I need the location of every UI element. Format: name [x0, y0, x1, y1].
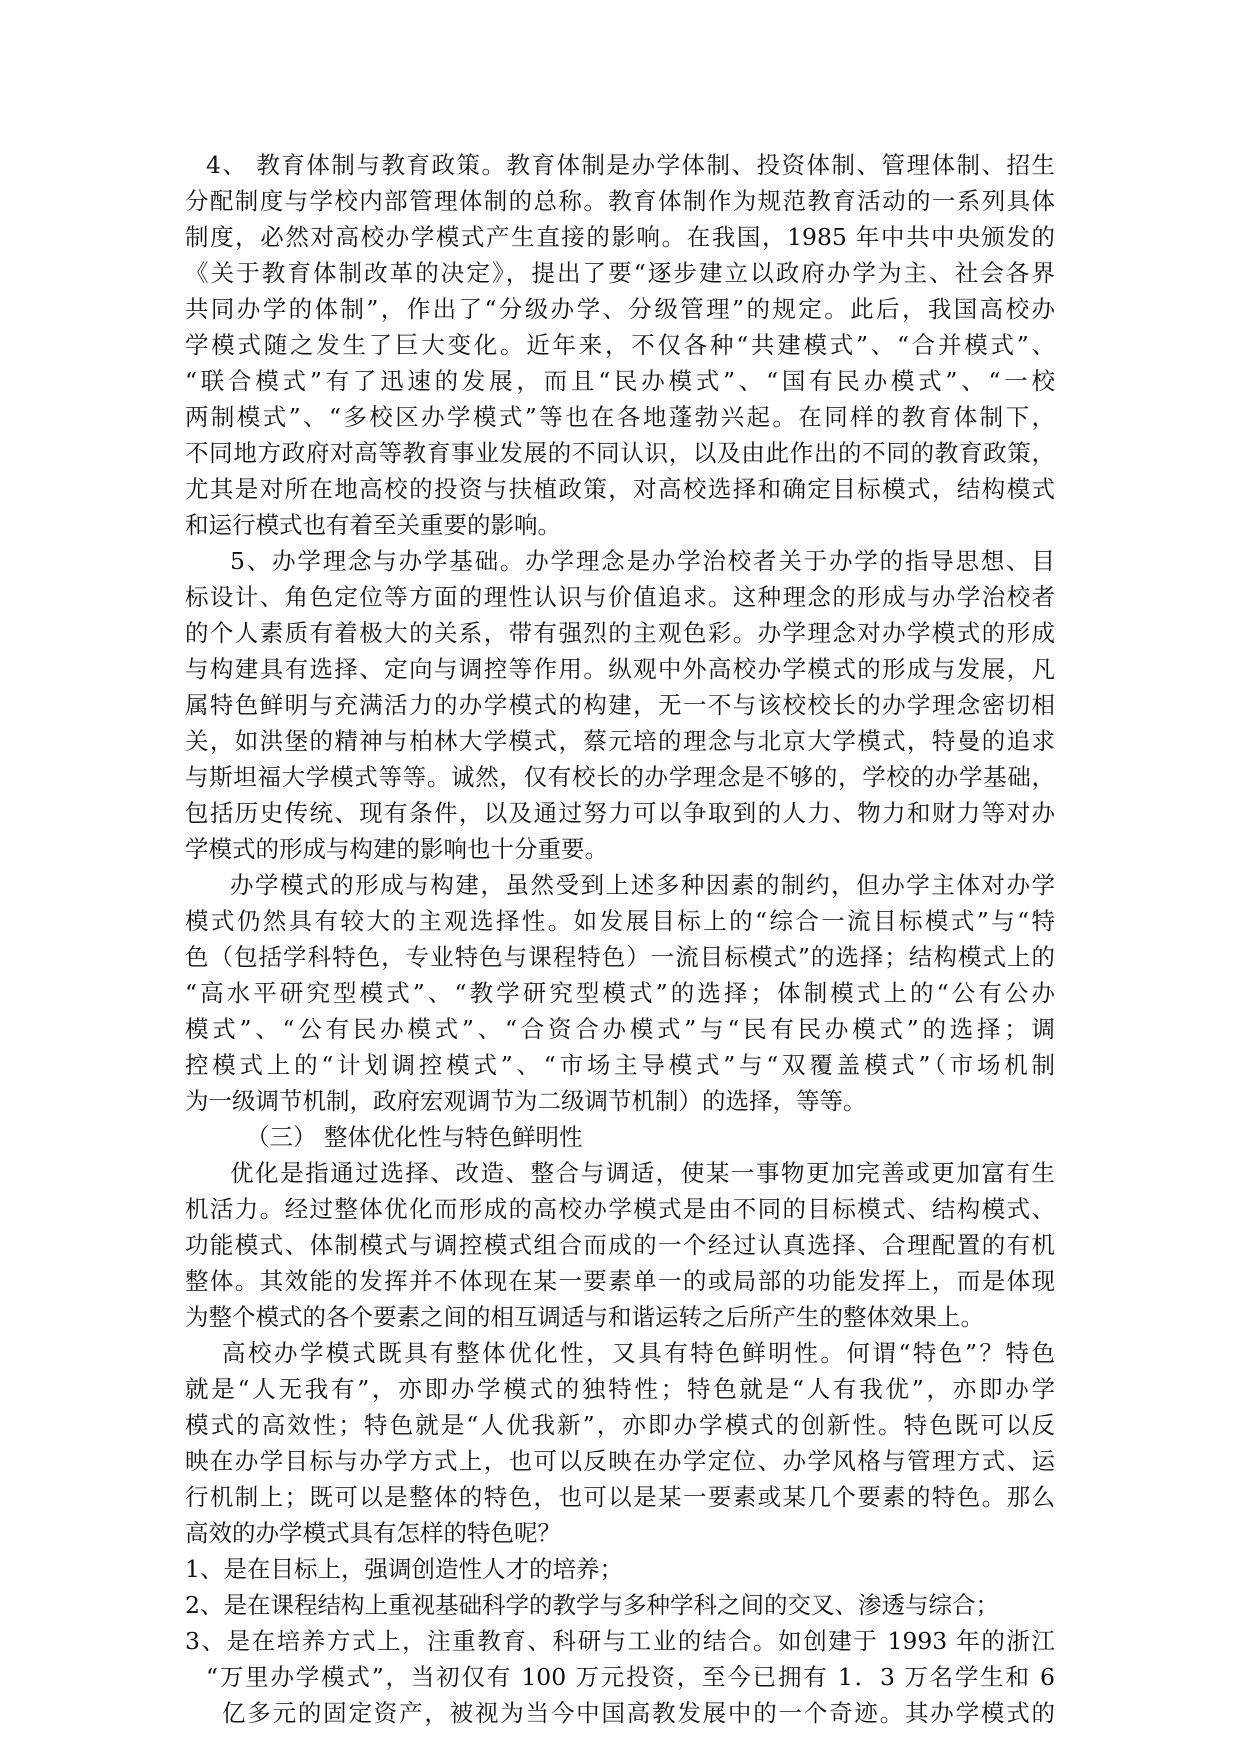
paragraph-line: 色（包括学科特色，专业特色与课程特色）一流目标模式”的选择；结构模式上的 [185, 943, 1055, 971]
paragraph-line: 两制模式”、“多校区办学模式”等也在各地蓬勃兴起。在同样的教育体制下， [185, 403, 1055, 431]
list-item: 2、是在课程结构上重视基础科学的教学与多种学科之间的交叉、渗透与综合； [185, 1591, 999, 1619]
paragraph-line: 机活力。经过整体优化而形成的高校办学模式是由不同的目标模式、结构模式、 [185, 1195, 1055, 1223]
paragraph-line: 4、 教育体制与教育政策。教育体制是办学体制、投资体制、管理体制、招生 [206, 151, 1055, 179]
list-item: 1、是在目标上，强调创造性人才的培养； [185, 1555, 623, 1583]
paragraph-line: 行机制上；既可以是整体的特色，也可以是某一要素或某几个要素的特色。那么 [185, 1483, 1055, 1511]
paragraph-line: 为一级调节机制，政府宏观调节为二级调节机制）的选择，等等。 [185, 1087, 867, 1115]
paragraph-line: 制度，必然对高校办学模式产生直接的影响。在我国，1985 年中共中央颁发的 [185, 223, 1055, 251]
paragraph-line: 共同办学的体制”，作出了“分级办学、分级管理”的规定。此后，我国高校办 [185, 295, 1055, 323]
paragraph-line: 属特色鲜明与充满活力的办学模式的构建，无一不与该校校长的办学理念密切相 [185, 691, 1055, 719]
paragraph-line: 办学模式的形成与构建，虽然受到上述多种因素的制约，但办学主体对办学 [230, 871, 1055, 899]
paragraph-line: 的个人素质有着极大的关系，带有强烈的主观色彩。办学理念对办学模式的形成 [185, 619, 1055, 647]
paragraph-line: 与斯坦福大学模式等等。诚然，仅有校长的办学理念是不够的，学校的办学基础， [185, 763, 1055, 791]
paragraph-line: 模式的高效性；特色就是“人优我新”，亦即办学模式的创新性。特色既可以反 [185, 1411, 1055, 1439]
paragraph-line: 亿多元的固定资产，被视为当今中国高教发展中的一个奇迹。其办学模式的 [222, 1699, 1055, 1727]
list-item: 3、是在培养方式上，注重教育、科研与工业的结合。如创建于 1993 年的浙江 [185, 1627, 1055, 1655]
paragraph-line: 优化是指通过选择、改造、整合与调适，使某一事物更加完善或更加富有生 [230, 1159, 1055, 1187]
paragraph-line: 映在办学目标与办学方式上，也可以反映在办学定位、办学风格与管理方式、运 [185, 1447, 1055, 1475]
paragraph-line: 不同地方政府对高等教育事业发展的不同认识，以及由此作出的不同的教育政策， [185, 439, 1055, 467]
paragraph-line: 功能模式、体制模式与调控模式组合而成的一个经过认真选择、合理配置的有机 [185, 1231, 1055, 1259]
paragraph-line: 模式仍然具有较大的主观选择性。如发展目标上的“综合一流目标模式”与“特 [185, 907, 1055, 935]
paragraph-line: 关，如洪堡的精神与柏林大学模式，蔡元培的理念与北京大学模式，特曼的追求 [185, 727, 1055, 755]
paragraph-line: 包括历史传统、现有条件，以及通过努力可以争取到的人力、物力和财力等对办 [185, 799, 1055, 827]
paragraph-line: “联合模式”有了迅速的发展，而且“民办模式”、“国有民办模式”、“一校 [185, 367, 1055, 395]
paragraph-line: 就是“人无我有”，亦即办学模式的独特性；特色就是“人有我优”，亦即办学 [185, 1375, 1055, 1403]
paragraph-line: 标设计、角色定位等方面的理性认识与价值追求。这种理念的形成与办学治校者 [185, 583, 1055, 611]
paragraph-line: 模式”、“公有民办模式”、“合资合办模式”与“民有民办模式”的选择；调 [185, 1015, 1055, 1043]
paragraph-line: 和运行模式也有着至关重要的影响。 [185, 511, 561, 539]
paragraph-line: 分配制度与学校内部管理体制的总称。教育体制作为规范教育活动的一系列具体 [185, 187, 1055, 215]
paragraph-line: 学模式随之发生了巨大变化。近年来，不仅各种“共建模式”、“合并模式”、 [185, 331, 1055, 359]
paragraph-line: 5、办学理念与办学基础。办学理念是办学治校者关于办学的指导思想、目 [230, 547, 1055, 575]
paragraph-line: 学模式的形成与构建的影响也十分重要。 [185, 835, 608, 863]
paragraph-line: 整体。其效能的发挥并不体现在某一要素单一的或局部的功能发挥上，而是体现 [185, 1267, 1055, 1295]
paragraph-line: 高效的办学模式具有怎样的特色呢？ [185, 1519, 561, 1547]
paragraph-line: 高校办学模式既具有整体优化性，又具有特色鲜明性。何谓“特色”？特色 [222, 1339, 1055, 1367]
paragraph-line: 《关于教育体制改革的决定》，提出了要“逐步建立以政府办学为主、社会各界 [185, 259, 1055, 287]
section-heading: （三） 整体优化性与特色鲜明性 [246, 1123, 583, 1151]
paragraph-line: 为整个模式的各个要素之间的相互调适与和谐运转之后所产生的整体效果上。 [185, 1303, 984, 1331]
paragraph-line: 控模式上的“计划调控模式”、“市场主导模式”与“双覆盖模式”（市场机制 [185, 1051, 1055, 1079]
paragraph-line: 与构建具有选择、定向与调控等作用。纵观中外高校办学模式的形成与发展，凡 [185, 655, 1055, 683]
paragraph-line: “高水平研究型模式”、“教学研究型模式”的选择；体制模式上的“公有公办 [185, 979, 1055, 1007]
paragraph-line: 尤其是对所在地高校的投资与扶植政策，对高校选择和确定目标模式，结构模式 [185, 475, 1055, 503]
paragraph-line: “万里办学模式”，当初仅有 100 万元投资，至今已拥有 1．3 万名学生和 6 [206, 1663, 1055, 1691]
